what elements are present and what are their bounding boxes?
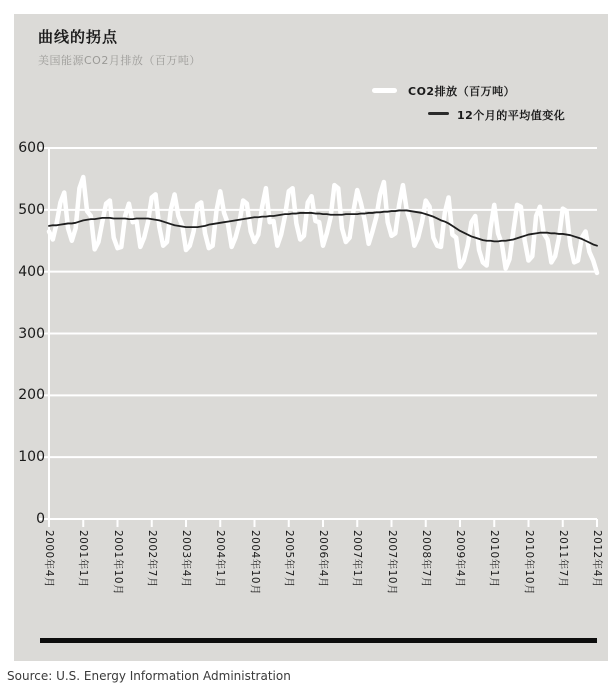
- x-axis-label: 2007年10月: [385, 530, 398, 596]
- x-axis-label: 2001年1月: [77, 530, 90, 588]
- x-axis-label: 2011年7月: [556, 530, 569, 588]
- legend-label-average: 12个月的平均值变化: [457, 109, 566, 122]
- x-axis-label: 2010年1月: [488, 530, 501, 588]
- x-axis-label: 2004年10月: [248, 530, 261, 596]
- x-axis-label: 2004年1月: [214, 530, 227, 588]
- x-axis-label: 2009年4月: [454, 530, 466, 588]
- x-axis-label: 2007年1月: [351, 530, 364, 588]
- x-axis-label: 2012年4月: [591, 530, 603, 588]
- legend-label-monthly: CO2排放（百万吨）: [408, 85, 516, 98]
- chart-panel: [14, 14, 608, 661]
- x-axis-label: 2003年4月: [180, 530, 192, 588]
- page-title: 曲线的拐点: [38, 28, 119, 46]
- chart-subtitle: 美国能源CO2月排放（百万吨）: [38, 54, 201, 67]
- x-axis-label: 2005年7月: [282, 530, 295, 588]
- plot-area: [14, 14, 608, 661]
- x-axis-label: 2008年7月: [419, 530, 432, 588]
- x-axis-label: 2001年10月: [111, 530, 124, 596]
- y-axis-label: 300: [18, 325, 45, 342]
- y-axis-label: 600: [18, 140, 45, 156]
- source-note: Source: U.S. Energy Information Administration: [7, 669, 291, 683]
- y-axis-label: 500: [18, 201, 45, 218]
- x-axis-label: 2002年7月: [145, 530, 158, 588]
- x-axis-label: 2010年10月: [522, 530, 535, 596]
- x-axis-label: 2006年4月: [317, 530, 329, 588]
- y-axis-label: 400: [18, 263, 45, 280]
- x-axis-label: 2000年4月: [43, 530, 55, 588]
- y-axis-label: 200: [18, 387, 45, 404]
- bottom-rule: [40, 638, 597, 643]
- monthly-co2-line: [49, 177, 597, 273]
- y-axis-label: 100: [18, 449, 45, 466]
- y-axis-label: 0: [36, 511, 45, 527]
